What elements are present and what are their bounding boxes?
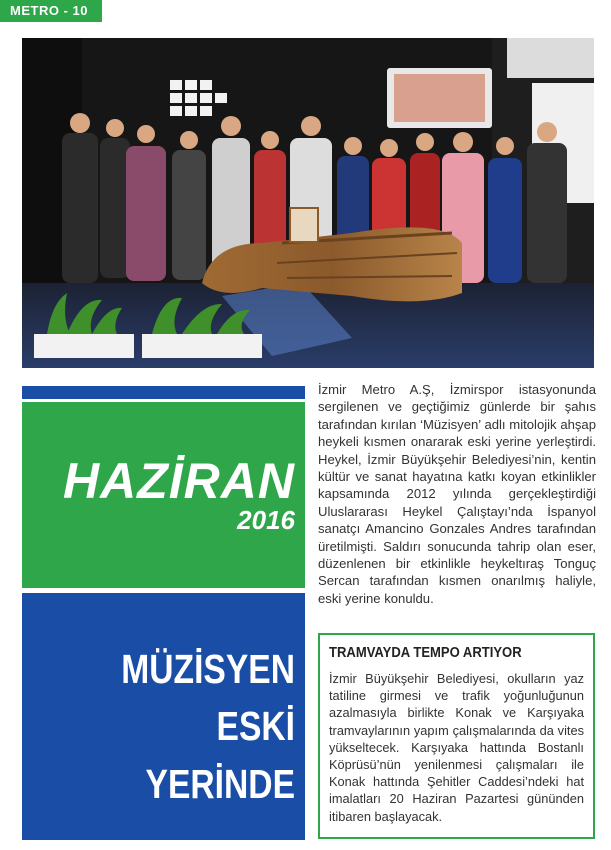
section-tag: METRO - 10 (0, 0, 102, 22)
sidebar-body: İzmir Büyükşehir Belediyesi, okulların yaz tatiline girmesi ve trafik yoğunluğunun azalmasıyla birlikte Konak ve Karşıyaka tramvaylarının yapım çalışmalarında da vites yükseltecek. Karşıyaka hattında Bostanlı Köprüsü’nün yenilenmesi çalışmaları ile Konak hattında Şehitler Caddesi’ndeki hat imalatları 20 Haziran Pazartesi gününden itibaren başlayacak. (329, 671, 584, 824)
decorative-stripe (22, 386, 305, 399)
sidebar-title: TRAMVAYDA TEMPO ARTIYOR (329, 645, 522, 661)
article-body: İzmir Metro A.Ş, İzmirspor istasyonunda sergilenen ve geçtiğimiz günlerde bir şahıs tarafından kırılan ‘Müzisyen’ adlı mitolojik ahşap heykeli kısmen onararak eski yerine yerleştirdi. Heykel, İzmir Büyükşehir Belediyesi’nin, kentin kültür ve sanat hayatına katkı koyan etkinlikler kapsamında 2012 yılında gerçekleştirdiği Uluslararası Heykel Çalıştayı’nda İspanyol sanatçı Amancino Gonzales Andres tarafından üretilmişti. Saldırı sonucunda tahrip olan eser, düzenlenen bir etkinlikle heykeltıraş Tonguç Sercan tarafından kısmen onarılmış haliyle, eski yerine konuldu. (318, 382, 596, 606)
date-box (22, 402, 305, 588)
group-photo-icon (22, 38, 594, 368)
article-headline (71, 641, 295, 813)
headline-line-1: MÜZİSYEN (121, 646, 295, 692)
sidebar-box (318, 633, 595, 839)
group-photo (22, 38, 594, 368)
issue-month: HAZİRAN (63, 453, 295, 509)
headline-line-2: ESKİ YERİNDE (145, 703, 295, 807)
headline-box (22, 593, 305, 840)
issue-year: 2016 (237, 505, 295, 535)
